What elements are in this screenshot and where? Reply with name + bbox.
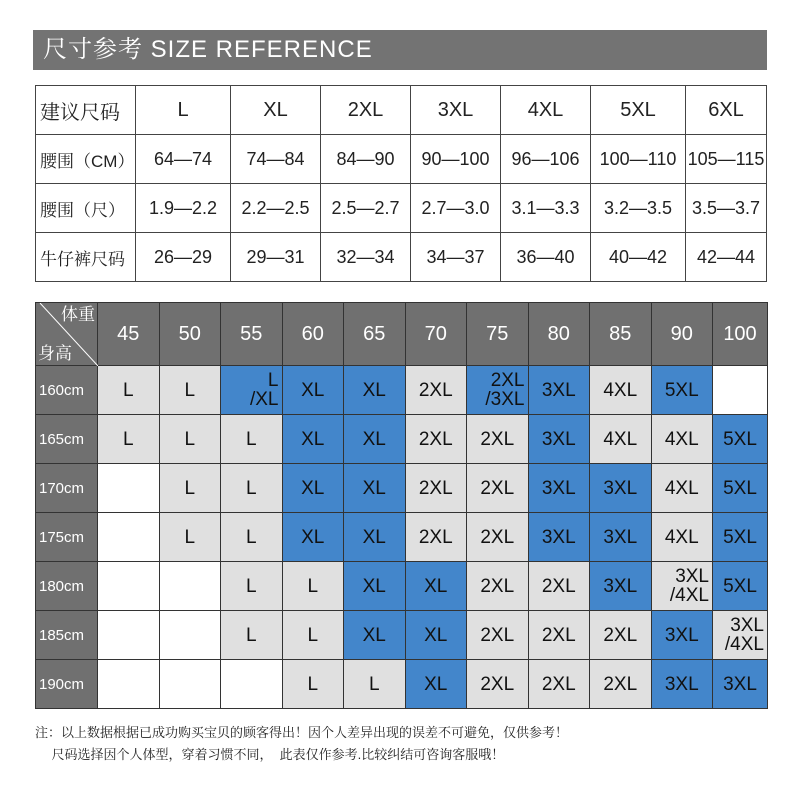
size-recommendation-cell xyxy=(98,513,160,562)
size-recommendation-cell: 2XL /3XL xyxy=(467,366,529,415)
size-recommendation-cell: 2XL xyxy=(590,611,652,660)
size-recommendation-cell: 2XL xyxy=(528,660,590,709)
size-recommendation-cell: 3XL xyxy=(713,660,768,709)
height-row xyxy=(36,366,768,415)
size-recommendation-cell xyxy=(98,562,160,611)
size-value-cell: 96—106 xyxy=(501,135,591,184)
size-recommendation-cell: 5XL xyxy=(651,366,713,415)
size-value-cell: 29—31 xyxy=(231,233,321,282)
size-recommendation-cell: L xyxy=(282,660,344,709)
size-recommendation-cell: XL xyxy=(344,513,406,562)
note-line: 注：以上数据根据已成功购买宝贝的顾客得出！因个人差异出现的误差不可避免，仅供参考！ xyxy=(35,725,569,740)
size-recommendation-cell: 4XL xyxy=(590,366,652,415)
size-recommendation-cell: 2XL xyxy=(467,562,529,611)
weight-header-cell: 55 xyxy=(221,303,283,366)
size-recommendation-cell: L xyxy=(221,562,283,611)
size-recommendation-cell: 2XL xyxy=(405,464,467,513)
size-recommendation-cell: L xyxy=(221,513,283,562)
size-recommendation-cell: 3XL xyxy=(528,464,590,513)
size-recommendation-cell: 3XL xyxy=(651,611,713,660)
size-recommendation-cell: L xyxy=(159,415,221,464)
size-row-label: 牛仔裤尺码 xyxy=(36,233,136,282)
size-recommendation-cell: 5XL xyxy=(713,513,768,562)
size-recommendation-cell: L xyxy=(344,660,406,709)
size-recommendation-cell: L /XL xyxy=(221,366,283,415)
size-value-cell: 90—100 xyxy=(411,135,501,184)
size-recommendation-cell: XL xyxy=(282,415,344,464)
size-value-cell: 32—34 xyxy=(321,233,411,282)
size-recommendation-cell: L xyxy=(98,415,160,464)
size-recommendation-cell: 2XL xyxy=(467,415,529,464)
weight-axis-label: 体重 xyxy=(61,305,95,324)
size-recommendation-cell: 2XL xyxy=(590,660,652,709)
size-recommendation-cell: L xyxy=(282,562,344,611)
size-value-cell: 3.2—3.5 xyxy=(591,184,686,233)
size-recommendation-cell: L xyxy=(282,611,344,660)
size-recommendation-cell: 2XL xyxy=(405,415,467,464)
height-row xyxy=(36,611,768,660)
weight-header-cell: 65 xyxy=(344,303,406,366)
size-header-cell: 3XL xyxy=(411,86,501,135)
size-recommendation-cell: 2XL xyxy=(467,513,529,562)
weight-header-cell: 45 xyxy=(98,303,160,366)
size-recommendation-cell: 3XL xyxy=(590,464,652,513)
size-recommendation-cell: L xyxy=(221,415,283,464)
size-recommendation-cell: XL xyxy=(344,464,406,513)
size-row xyxy=(36,233,767,282)
size-recommendation-cell: 3XL /4XL xyxy=(651,562,713,611)
weight-header-cell: 90 xyxy=(651,303,713,366)
size-recommendation-cell xyxy=(98,660,160,709)
size-recommendation-cell: 2XL xyxy=(467,660,529,709)
size-recommendation-cell: 2XL xyxy=(467,464,529,513)
size-recommendation-cell: XL xyxy=(405,611,467,660)
height-row xyxy=(36,464,768,513)
size-recommendation-cell: 4XL xyxy=(651,513,713,562)
height-label-cell: 190cm xyxy=(36,660,98,709)
size-recommendation-cell: 2XL xyxy=(528,611,590,660)
height-label-cell: 180cm xyxy=(36,562,98,611)
height-axis-label: 身高 xyxy=(38,344,72,363)
size-recommendation-cell: 3XL /4XL xyxy=(713,611,768,660)
height-row xyxy=(36,660,768,709)
size-recommendation-cell: L xyxy=(159,464,221,513)
note-line: 尺码选择因个人体型，穿着习惯不同， 此表仅作参考.比较纠结可咨询客服哦！ xyxy=(37,747,505,762)
size-recommendation-cell: XL xyxy=(282,366,344,415)
corner-header-cell xyxy=(36,303,98,366)
size-recommendation-cell xyxy=(221,660,283,709)
height-label-cell: 175cm xyxy=(36,513,98,562)
size-value-cell: 2.5—2.7 xyxy=(321,184,411,233)
size-recommendation-cell: XL xyxy=(344,415,406,464)
size-recommendation-cell: 4XL xyxy=(651,415,713,464)
size-recommendation-cell: 5XL xyxy=(713,415,768,464)
size-recommendation-cell: 5XL xyxy=(713,562,768,611)
notes xyxy=(35,722,568,766)
size-recommendation-cell: 3XL xyxy=(528,513,590,562)
size-recommendation-cell: XL xyxy=(344,562,406,611)
weight-header-cell: 70 xyxy=(405,303,467,366)
size-recommendation-cell: XL xyxy=(282,513,344,562)
size-header-cell: 5XL xyxy=(591,86,686,135)
size-header-label: 建议尺码 xyxy=(36,86,136,135)
size-recommendation-cell xyxy=(98,464,160,513)
size-recommendation-cell: L xyxy=(221,611,283,660)
size-value-cell: 2.7—3.0 xyxy=(411,184,501,233)
size-recommendation-cell: L xyxy=(221,464,283,513)
size-value-cell: 74—84 xyxy=(231,135,321,184)
size-recommendation-cell: 3XL xyxy=(528,415,590,464)
size-recommendation-cell xyxy=(159,660,221,709)
size-recommendation-cell: 4XL xyxy=(651,464,713,513)
size-value-cell: 1.9—2.2 xyxy=(136,184,231,233)
height-weight-size-table xyxy=(35,302,768,709)
size-value-cell: 34—37 xyxy=(411,233,501,282)
size-row xyxy=(36,135,767,184)
weight-header-cell: 85 xyxy=(590,303,652,366)
size-header-cell: L xyxy=(136,86,231,135)
size-recommendation-cell: 2XL xyxy=(405,513,467,562)
size-recommendation-cell xyxy=(159,611,221,660)
size-value-cell: 105—115 xyxy=(686,135,767,184)
page-title: 尺寸参考 SIZE REFERENCE xyxy=(33,30,767,70)
size-recommendation-cell: 3XL xyxy=(528,366,590,415)
size-recommendation-cell: 2XL xyxy=(528,562,590,611)
size-recommendation-cell: 2XL xyxy=(467,611,529,660)
size-reference-table xyxy=(35,85,767,282)
size-recommendation-cell: 2XL xyxy=(405,366,467,415)
size-value-cell: 64—74 xyxy=(136,135,231,184)
size-row xyxy=(36,184,767,233)
size-header-cell: XL xyxy=(231,86,321,135)
size-recommendation-cell: 3XL xyxy=(590,562,652,611)
size-value-cell: 26—29 xyxy=(136,233,231,282)
height-label-cell: 165cm xyxy=(36,415,98,464)
size-recommendation-cell: 5XL xyxy=(713,464,768,513)
size-recommendation-cell xyxy=(713,366,768,415)
weight-header-row xyxy=(36,303,768,366)
weight-header-cell: 80 xyxy=(528,303,590,366)
size-value-cell: 42—44 xyxy=(686,233,767,282)
size-recommendation-cell: 4XL xyxy=(590,415,652,464)
size-recommendation-cell xyxy=(98,611,160,660)
size-header-cell: 4XL xyxy=(501,86,591,135)
height-row xyxy=(36,562,768,611)
size-recommendation-cell: L xyxy=(98,366,160,415)
height-row xyxy=(36,415,768,464)
size-recommendation-cell: 3XL xyxy=(590,513,652,562)
size-value-cell: 100—110 xyxy=(591,135,686,184)
size-recommendation-cell xyxy=(159,562,221,611)
size-row-label: 腰围（CM） xyxy=(36,135,136,184)
size-value-cell: 3.5—3.7 xyxy=(686,184,767,233)
size-recommendation-cell: XL xyxy=(282,464,344,513)
size-value-cell: 36—40 xyxy=(501,233,591,282)
size-recommendation-cell: XL xyxy=(405,660,467,709)
size-value-cell: 2.2—2.5 xyxy=(231,184,321,233)
weight-header-cell: 50 xyxy=(159,303,221,366)
size-recommendation-cell: L xyxy=(159,513,221,562)
size-header-row xyxy=(36,86,767,135)
size-value-cell: 40—42 xyxy=(591,233,686,282)
size-recommendation-cell: L xyxy=(159,366,221,415)
height-label-cell: 185cm xyxy=(36,611,98,660)
size-recommendation-cell: XL xyxy=(344,366,406,415)
weight-header-cell: 60 xyxy=(282,303,344,366)
size-value-cell: 84—90 xyxy=(321,135,411,184)
size-recommendation-cell: 3XL xyxy=(651,660,713,709)
size-value-cell: 3.1—3.3 xyxy=(501,184,591,233)
size-header-cell: 6XL xyxy=(686,86,767,135)
height-label-cell: 170cm xyxy=(36,464,98,513)
size-row-label: 腰围（尺） xyxy=(36,184,136,233)
size-recommendation-cell: XL xyxy=(405,562,467,611)
weight-header-cell: 75 xyxy=(467,303,529,366)
height-row xyxy=(36,513,768,562)
weight-header-cell: 100 xyxy=(713,303,768,366)
size-recommendation-cell: XL xyxy=(344,611,406,660)
size-header-cell: 2XL xyxy=(321,86,411,135)
height-label-cell: 160cm xyxy=(36,366,98,415)
